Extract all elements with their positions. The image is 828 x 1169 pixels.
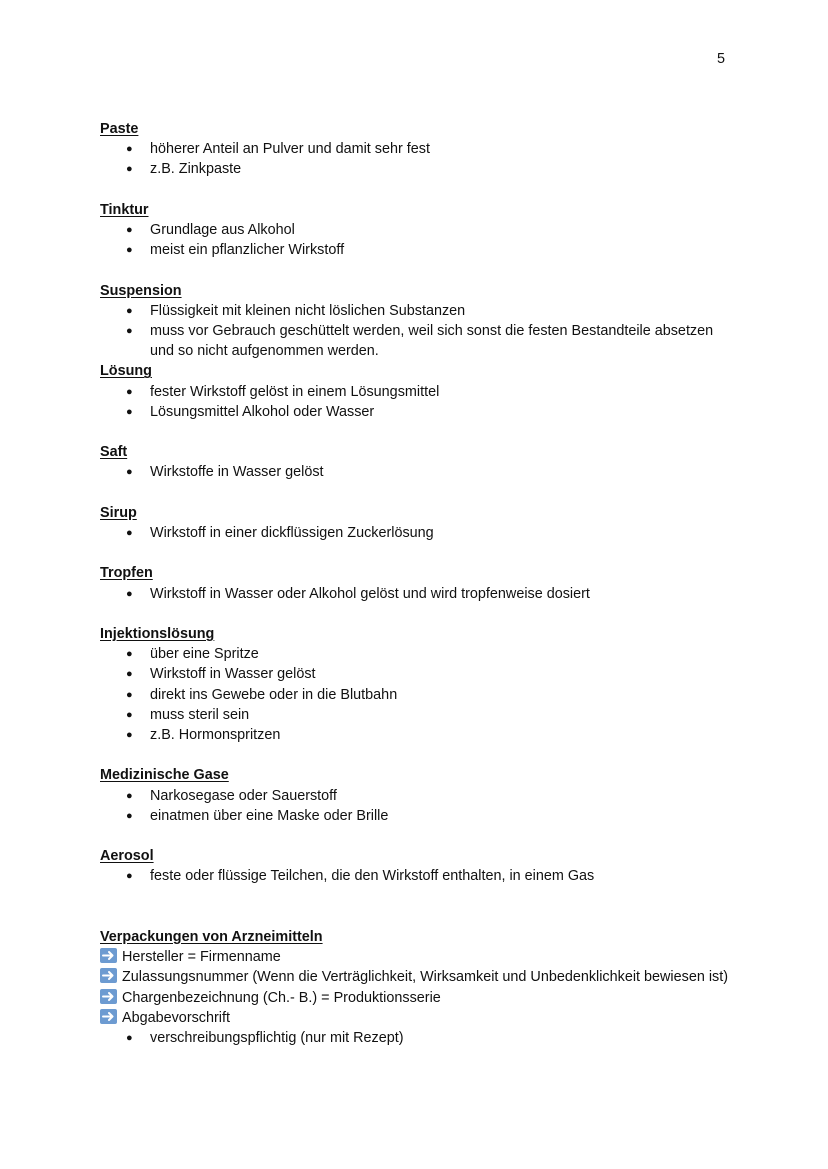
right-arrow-icon bbox=[100, 989, 117, 1004]
section-heading: Tinktur bbox=[100, 201, 149, 218]
list-item: ● Lösungsmittel Alkohol oder Wasser bbox=[150, 402, 740, 422]
list-item: ● z.B. Zinkpaste bbox=[150, 159, 740, 179]
document-body bbox=[100, 119, 740, 1048]
bullet-list bbox=[100, 301, 740, 362]
section-heading: Saft bbox=[100, 444, 128, 461]
bullet-icon: ● bbox=[126, 870, 133, 883]
section-paste bbox=[100, 119, 740, 180]
section-sirup bbox=[100, 503, 740, 543]
section-verpackungen bbox=[100, 927, 740, 1048]
bullet-icon: ● bbox=[126, 385, 133, 398]
bullet-icon: ● bbox=[126, 244, 133, 257]
bullet-icon: ● bbox=[126, 527, 133, 539]
right-arrow-icon bbox=[100, 1009, 117, 1024]
bullet-icon: ● bbox=[126, 587, 133, 600]
list-item: ● verschreibungspflichtig (nur mit Rezept) bbox=[150, 1028, 740, 1048]
bullet-icon: ● bbox=[126, 729, 133, 741]
bullet-list bbox=[100, 584, 740, 604]
section-suspension bbox=[100, 281, 740, 362]
arrow-item: Chargenbezeichnung (Ch.- B.) = Produktionsserie bbox=[100, 988, 740, 1008]
bullet-icon: ● bbox=[126, 466, 133, 479]
bullet-list bbox=[100, 523, 740, 543]
arrow-item: Zulassungsnummer (Wenn die Verträglichkeit, Wirksamkeit und Unbedenklichkeit bewiesen ist) bbox=[100, 967, 740, 987]
section-loesung bbox=[100, 361, 740, 422]
bullet-icon: ● bbox=[126, 304, 133, 317]
list-item: ● muss vor Gebrauch geschüttelt werden, weil sich sonst die festen Bestandteile absetzen und so nicht aufgenommen werden. bbox=[126, 323, 714, 360]
bullet-icon: ● bbox=[126, 789, 133, 802]
section-heading: Sirup bbox=[100, 504, 137, 521]
section-heading: Paste bbox=[100, 121, 139, 137]
bullet-list bbox=[100, 220, 740, 260]
arrow-item: Abgabevorschrift bbox=[100, 1008, 740, 1028]
bullet-list bbox=[100, 462, 740, 482]
section-tinktur bbox=[100, 200, 740, 261]
bullet-icon: ● bbox=[126, 405, 133, 418]
bullet-icon: ● bbox=[126, 143, 133, 156]
bullet-icon: ● bbox=[126, 809, 133, 822]
list-item: ● direkt ins Gewebe oder in die Blutbahn bbox=[150, 685, 740, 705]
section-injektionsloesung bbox=[100, 624, 740, 745]
section-tropfen bbox=[100, 563, 740, 603]
bullet-icon: ● bbox=[126, 325, 133, 337]
list-item: ● über eine Spritze bbox=[150, 644, 740, 664]
list-item: ● Wirkstoff in einer dickflüssigen Zuckerlösung bbox=[150, 523, 740, 543]
section-saft bbox=[100, 442, 740, 482]
arrow-item: Hersteller = Firmenname bbox=[100, 947, 740, 967]
list-item: ● Narkosegase oder Sauerstoff bbox=[150, 786, 740, 806]
bullet-icon: ● bbox=[126, 708, 133, 721]
list-item: ● feste oder flüssige Teilchen, die den Wirkstoff enthalten, in einem Gas bbox=[150, 866, 740, 886]
section-heading: Verpackungen von Arzneimitteln bbox=[100, 928, 323, 945]
section-heading: Lösung bbox=[100, 363, 152, 380]
page-number: 5 bbox=[717, 51, 726, 67]
section-heading: Injektionslösung bbox=[100, 625, 215, 642]
section-medizinische-gase bbox=[100, 765, 740, 826]
list-item: ● muss steril sein bbox=[150, 705, 740, 725]
bullet-list bbox=[100, 866, 740, 886]
bullet-icon: ● bbox=[126, 224, 133, 236]
list-item: ● Wirkstoff in Wasser gelöst bbox=[150, 664, 740, 684]
bullet-icon: ● bbox=[126, 648, 133, 661]
bullet-list bbox=[100, 1028, 740, 1048]
list-item: ● Grundlage aus Alkohol bbox=[150, 220, 740, 240]
section-heading: Tropfen bbox=[100, 565, 153, 582]
bullet-list bbox=[100, 139, 740, 179]
list-item: ● fester Wirkstoff gelöst in einem Lösungsmittel bbox=[150, 382, 740, 402]
list-item: ● z.B. Hormonspritzen bbox=[150, 725, 740, 745]
bullet-list bbox=[100, 644, 740, 745]
right-arrow-icon bbox=[100, 948, 117, 963]
list-item: ● höherer Anteil an Pulver und damit sehr fest bbox=[150, 139, 740, 159]
bullet-icon: ● bbox=[126, 688, 133, 701]
bullet-list bbox=[100, 786, 740, 826]
section-aerosol bbox=[100, 846, 740, 886]
bullet-list bbox=[100, 382, 740, 422]
right-arrow-icon bbox=[100, 968, 117, 983]
section-heading: Aerosol bbox=[100, 848, 154, 865]
bullet-icon: ● bbox=[126, 163, 133, 176]
list-item: ● Wirkstoffe in Wasser gelöst bbox=[150, 462, 740, 482]
section-heading: Medizinische Gase bbox=[100, 767, 229, 784]
list-item: ● einatmen über eine Maske oder Brille bbox=[150, 806, 740, 826]
bullet-icon: ● bbox=[126, 668, 133, 681]
section-heading: Suspension bbox=[100, 282, 182, 299]
bullet-icon: ● bbox=[126, 1032, 133, 1044]
list-item: ● meist ein pflanzlicher Wirkstoff bbox=[150, 240, 740, 260]
list-item: ● Wirkstoff in Wasser oder Alkohol gelöst und wird tropfenweise dosiert bbox=[150, 584, 740, 604]
list-item: ● Flüssigkeit mit kleinen nicht löslichen Substanzen bbox=[150, 301, 740, 321]
